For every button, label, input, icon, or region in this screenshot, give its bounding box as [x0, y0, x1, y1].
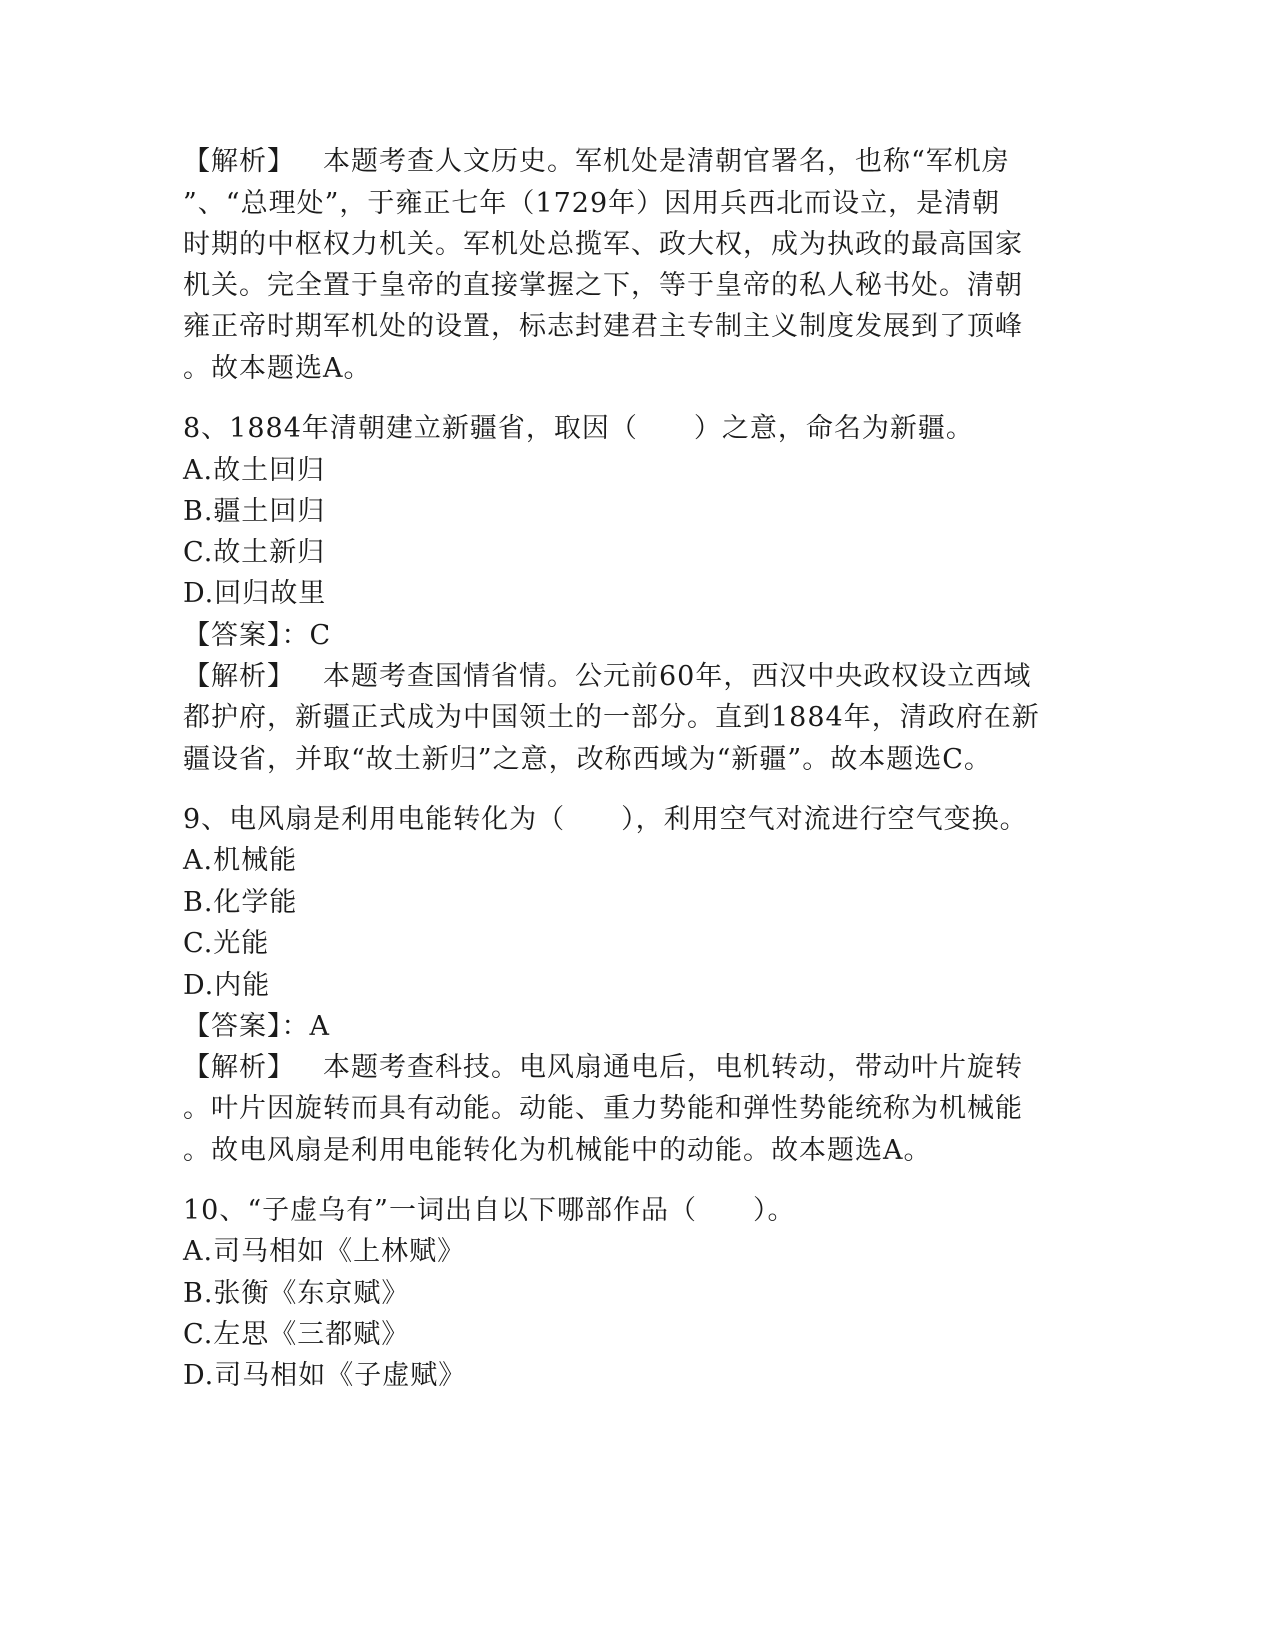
option-d: D.司马相如《子虚赋》 [183, 1360, 467, 1391]
option-a: A.机械能 [183, 845, 298, 876]
answer-value: C [309, 620, 332, 651]
option-c: C.光能 [183, 928, 270, 959]
analysis-line: 时期的中枢权力机关。军机处总揽军、政大权，成为执政的最高国家 [183, 229, 1023, 260]
question-stem: 8、1884年清朝建立新疆省，取因（ ）之意，命名为新疆。 [183, 413, 974, 444]
option-d: D.内能 [183, 970, 271, 1001]
analysis-line: ”、“总理处”，于雍正七年（1729年）因用兵西北而设立，是清朝 [183, 188, 1001, 219]
analysis-line: 疆设省，并取“故土新归”之意，改称西域为“新疆”。故本题选C。 [183, 744, 992, 775]
option-b: B.化学能 [183, 887, 298, 918]
answer-label: 【答案】： [183, 620, 310, 651]
question-stem: 9、电风扇是利用电能转化为（ ），利用空气对流进行空气变换。 [183, 804, 1028, 835]
analysis-line: 。叶片因旋转而具有动能。动能、重力势能和弹性势能统称为机械能 [183, 1093, 1023, 1124]
answer-value: A [309, 1011, 330, 1042]
analysis-line: 。故本题选A。 [183, 353, 372, 384]
option-b: B.张衡《东京赋》 [183, 1278, 410, 1309]
answer-label: 【答案】： [183, 1011, 310, 1042]
option-c: C.故土新归 [183, 537, 326, 568]
analysis-line: 。故电风扇是利用电能转化为机械能中的动能。故本题选A。 [183, 1135, 932, 1166]
analysis-label: 【解析】 [183, 1052, 295, 1083]
option-a: A.司马相如《上林赋》 [183, 1236, 466, 1267]
analysis-line: 【解析】 本题考查科技。电风扇通电后，电机转动，带动叶片旋转 [183, 1052, 1023, 1083]
analysis-label: 【解析】 [183, 146, 295, 177]
analysis-line: 【解析】 本题考查国情省情。公元前60年，西汉中央政权设立西域 [183, 661, 1032, 692]
analysis-line: 都护府，新疆正式成为中国领土的一部分。直到1884年，清政府在新 [183, 702, 1040, 733]
question-stem: 10、“子虚乌有”一词出自以下哪部作品（ ）。 [183, 1195, 796, 1226]
analysis-line: 【解析】 本题考查人文历史。军机处是清朝官署名，也称“军机房 [183, 146, 1010, 177]
answer-line [183, 620, 331, 652]
option-a: A.故土回归 [183, 455, 326, 486]
analysis-line: 机关。完全置于皇帝的直接掌握之下，等于皇帝的私人秘书处。清朝 [183, 270, 1023, 301]
analysis-line: 雍正帝时期军机处的设置，标志封建君主专制主义制度发展到了顶峰 [183, 311, 1023, 342]
answer-line [183, 1011, 330, 1043]
analysis-label: 【解析】 [183, 661, 295, 692]
option-b: B.疆土回归 [183, 496, 326, 527]
option-c: C.左思《三都赋》 [183, 1319, 410, 1350]
option-d: D.回归故里 [183, 578, 327, 609]
